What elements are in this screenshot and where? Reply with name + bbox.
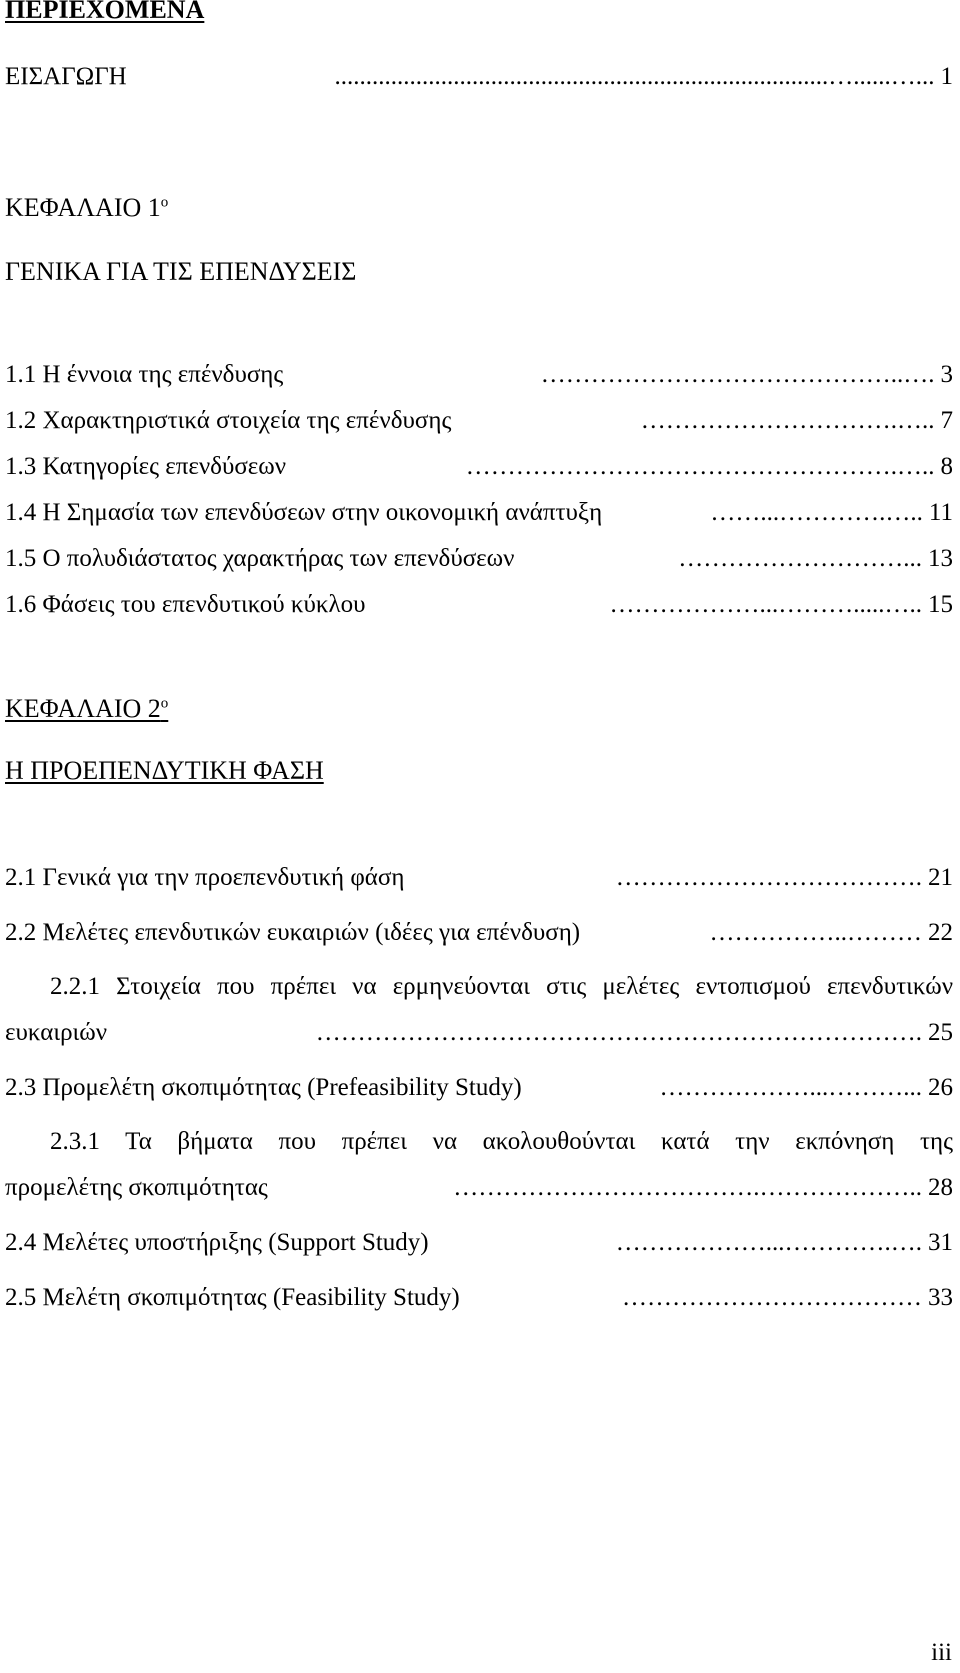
- toc-leader: ……………………………………..….: [540, 361, 935, 388]
- toc-entry-title: 1.6 Φάσεις του επενδυτικού κύκλου: [5, 591, 366, 618]
- toc-leader: ……………………………………………………………….: [315, 1019, 922, 1046]
- toc-entry-title: 2.5 Μελέτη σκοπιμότητας (Feasibility Study): [5, 1284, 460, 1311]
- toc-leader: ………………………...: [678, 545, 922, 572]
- toc-entry[interactable]: [5, 918, 953, 948]
- toc-page-number: 11: [928, 499, 953, 526]
- toc-entry-title: 1.4 Η Σημασία των επενδύσεων στην οικονομική ανάπτυξη: [5, 499, 603, 526]
- chapter-1-ordinal: ο: [160, 194, 169, 211]
- toc-entry[interactable]: [5, 544, 953, 574]
- toc-page-number: 13: [928, 545, 953, 572]
- toc-entry-title: 1.1 Η έννοια της επένδυσης: [5, 361, 284, 388]
- toc-entry[interactable]: [5, 590, 953, 620]
- chapter-2-subtitle: Η ΠΡΟΕΠΕΝΔΥΤΙΚΗ ΦΑΣΗ: [5, 756, 324, 785]
- toc-entry[interactable]: [5, 863, 953, 893]
- toc-entry[interactable]: [5, 498, 953, 528]
- toc-page-number: 33: [928, 1284, 953, 1311]
- chapter-1-label: ΚΕΦΑΛΑΙΟ 1: [5, 193, 161, 222]
- toc-entry-title: 1.2 Χαρακτηριστικά στοιχεία της επένδυσης: [5, 407, 452, 434]
- toc-entry[interactable]: [5, 1283, 953, 1313]
- toc-leader: …………………………………………….…..: [465, 453, 935, 480]
- toc-entry-title: 1.5 Ο πολυδιάστατος χαρακτήρας των επενδύσεων: [5, 545, 515, 572]
- toc-entry-title: προμελέτης σκοπιμότητας: [5, 1174, 268, 1201]
- toc-entry-title: 2.1 Γενικά για την προεπενδυτική φάση: [5, 864, 405, 891]
- chapter-2-label: ΚΕΦΑΛΑΙΟ 2: [5, 694, 161, 723]
- toc-leader: ………………………………: [622, 1284, 922, 1311]
- toc-entry[interactable]: [5, 406, 953, 436]
- toc-leader: ……………………………….: [615, 864, 922, 891]
- toc-page-number: 8: [940, 453, 953, 480]
- toc-entry-title: ΕΙΣΑΓΩΓΗ: [5, 63, 127, 90]
- toc-leader: ………………………….…..: [640, 407, 935, 434]
- toc-page-number: 31: [928, 1229, 953, 1256]
- toc-entry-title-line1[interactable]: 2.3.1 Τα βήματα που πρέπει να ακολουθούνται κατά την εκπόνηση της: [50, 1128, 953, 1155]
- toc-entry[interactable]: [5, 1228, 953, 1258]
- chapter-1-heading: [5, 192, 168, 224]
- toc-leader: ...............................................................................…......…...: [334, 63, 935, 90]
- toc-entry[interactable]: [5, 1073, 953, 1103]
- toc-page-number: 15: [928, 591, 953, 618]
- toc-entry-title: ευκαιριών: [5, 1019, 108, 1046]
- toc-page-number: 25: [928, 1019, 953, 1046]
- chapter-1-subtitle: ΓΕΝΙΚΑ ΓΙΑ ΤΙΣ ΕΠΕΝΔΥΣΕΙΣ: [5, 257, 357, 286]
- toc-page-number: 1: [940, 63, 953, 90]
- toc-page-number: 3: [940, 361, 953, 388]
- toc-entry-title: 2.3 Προμελέτη σκοπιμότητας (Prefeasibility Study): [5, 1074, 522, 1101]
- page-number: iii: [931, 1639, 952, 1666]
- toc-entry-intro[interactable]: [5, 62, 953, 92]
- toc-leader: ……...………….…..: [710, 499, 923, 526]
- toc-entry[interactable]: [5, 452, 953, 482]
- toc-entry[interactable]: [5, 360, 953, 390]
- toc-entry-title-line1[interactable]: 2.2.1 Στοιχεία που πρέπει να ερμηνεύονται στις μελέτες εντοπισμού επενδυτικών: [50, 973, 953, 1000]
- chapter-2-ordinal: ο: [160, 695, 169, 712]
- toc-leader: ……………………………….………………..: [453, 1174, 922, 1201]
- toc-entry[interactable]: [5, 1018, 953, 1048]
- toc-entry-title: 2.4 Μελέτες υποστήριξης (Support Study): [5, 1229, 429, 1256]
- toc-page-number: 26: [928, 1074, 953, 1101]
- toc-leader: ………………...………….….: [615, 1229, 922, 1256]
- toc-page-number: 7: [940, 407, 953, 434]
- toc-page-number: 28: [928, 1174, 953, 1201]
- toc-entry[interactable]: [5, 1173, 953, 1203]
- toc-title: ΠΕΡΙΕΧΟΜΕΝΑ: [5, 0, 205, 24]
- toc-leader: ……………..………: [709, 919, 922, 946]
- toc-entry-title: 2.2 Μελέτες επενδυτικών ευκαιριών (ιδέες για επένδυση): [5, 919, 581, 946]
- chapter-2-heading: [5, 693, 168, 725]
- toc-entry-title: 1.3 Κατηγορίες επενδύσεων: [5, 453, 287, 480]
- toc-leader: ………………...………...: [659, 1074, 922, 1101]
- toc-page-number: 22: [928, 919, 953, 946]
- toc-leader: ………………...……….....…..: [609, 591, 922, 618]
- toc-page-number: 21: [928, 864, 953, 891]
